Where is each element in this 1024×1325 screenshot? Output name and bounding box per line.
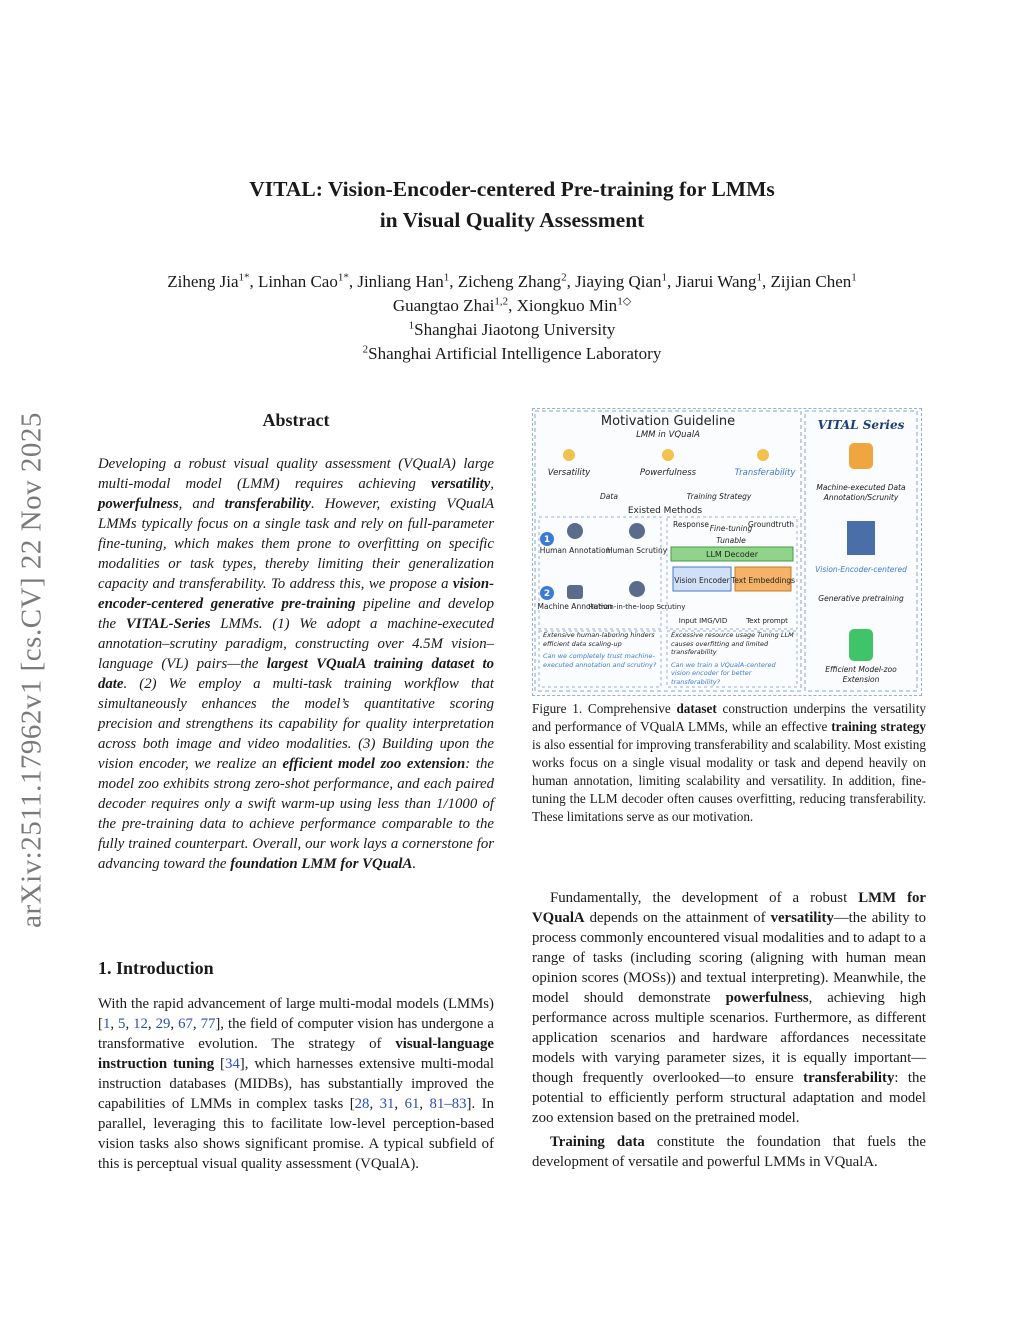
transferability-label: Transferability — [734, 468, 796, 478]
lmm-label: LMM in VQualA — [636, 430, 700, 440]
robot-icon — [567, 585, 583, 599]
right-column-text — [532, 888, 926, 1172]
existed-methods-label: Existed Methods — [627, 506, 703, 516]
groundtruth-label: Groundtruth — [747, 520, 795, 529]
paragraph-fundamentally: Fundamentally, the development of a robust LMM for VQualA depends on the attainment of versatility—the ability to process commonly encountered visual modalities and to adapt to a range of tasks (including scoring (aligning with human mean opinion scores (MOSs)) and textual interpreting). Meanwhile, the model should demonstrate powerfulness, achieving high performance across multiple scenarios. Furthermore, as different application scenarios and hardware affordances necessitate models with varying parameter sizes, it is equally important—though frequently overlooked—to ensure transferability: the potential to efficiently perform structural adaptation and model zoo extension based on the pretrained model. — [532, 890, 926, 1126]
person-icon — [629, 523, 645, 539]
training-strategy-label: Training Strategy — [686, 492, 752, 501]
generative-pretraining-label: Generative pretraining — [818, 594, 904, 603]
affiliation-2: $^2$Shanghai Artificial Intelligence Laboratory — [362, 343, 662, 363]
finetuning-label: Fine-tuning — [709, 524, 753, 533]
machine-executed-label: Machine-executed Data Annotation/Scrunity — [816, 483, 906, 502]
bulb-icon — [757, 449, 769, 461]
person-icon — [567, 523, 583, 539]
svg-text:1: 1 — [543, 535, 551, 545]
question-2: Can we train a VQualA-centered vision encoder for better transferability? — [671, 660, 776, 686]
abstract-heading: Abstract — [262, 410, 330, 430]
powerfulness-label: Powerfulness — [639, 468, 697, 478]
motivation-label: Motivation Guideline — [600, 414, 736, 429]
affiliation-1: $^1$Shanghai Jiaotong University — [408, 319, 616, 339]
author-block — [0, 270, 1024, 366]
tunable-label: Tunable — [716, 536, 746, 545]
authors-line2: Guangtao Zhai$^{1,2}$, Xiongkuo Min$^{1◇}$ — [392, 295, 632, 315]
vision-encoder-label: Vision Encoder — [674, 576, 730, 585]
paragraph-training-data: Training data constitute the foundation that fuels the development of versatile and powerful LMMs in VQualA. — [532, 1134, 926, 1170]
network-icon — [847, 521, 875, 555]
abstract-text: Developing a robust visual quality assessment (VQualA) large multi-modal model (LMM) requires achieving versatility, powerfulness, and transferability. However, existing VQualA LMMs typically focus on a single task and rely on full-parameter fine-tuning, which makes them prone to overfitting on specific modalities or task types, thereby limiting their generalization capacity and transferability. To address this, we propose a vision-encoder-centered generative pre-training pipeline and develop the VITAL-Series LMMs. (1) We adopt a machine-executed annotation–scrutiny paradigm, constructing over 4.5M vision–language (VL) pairs—the largest VQualA training dataset to date. (2) We employ a multi-task training workflow that simultaneously enhances the model’s quantitative scoring precision and strengthens its capability for quality interpretation across both image and video modalities. (3) Building upon the vision encoder, we realize an efficient model zoo extension: the model zoo exhibits strong zero-shot performance, and each paired decoder requires only a swift warm-up using less than 1/1000 of the pre-training data to achieve performance comparable to the fully trained counterpart. Overall, our work lays a cornerstone for advancing toward the foundation LMM for VQualA. — [98, 456, 495, 872]
text-prompt-label: Text prompt — [746, 617, 788, 625]
model-zoo-icon — [849, 629, 873, 661]
svg-text:2: 2 — [543, 589, 551, 599]
versatility-label: Versatility — [547, 468, 591, 478]
hitl-label: Human-in-the-loop Scrutiny — [588, 603, 686, 611]
robot-icon — [849, 443, 873, 469]
data-label: Data — [600, 492, 618, 501]
authors-line1: Ziheng Jia$^{1*}$, Linhan Cao$^{1*}$, Jinliang Han$^1$, Zicheng Zhang$^2$, Jiaying Qian$^1$, Jiarui Wang$^1$, Zijian Chen$^1$ — [167, 271, 857, 291]
question-1: Can we completely trust machine-executed annotation and scrutiny? — [543, 652, 657, 669]
intro-paragraph: With the rapid advancement of large multi-modal models (LMMs) [1, 5, 12, 29, 67, 77], the field of computer vision has undergone a transformative evolution. The strategy of visual-language instruction tuning [34], which harnesses extensive multi-modal instruction databases (MIDBs), has substantially improved the capabilities of LMMs in complex tasks [28, 31, 61, 81–83]. In parallel, leveraging this to facilitate low-level perception-based vision tasks also shows significant promise. A typical subfield of this is perceptual visual quality assessment (VQualA). — [98, 996, 494, 1172]
figure-1 — [532, 408, 922, 696]
section-heading-introduction: 1. Introduction — [98, 958, 214, 978]
model-zoo-label: Efficient Model-zoo Extension — [825, 665, 897, 684]
text-embeddings-label: Text Embeddings — [731, 576, 795, 585]
machine-annotation-label: Machine Annotation — [537, 602, 613, 611]
llm-decoder-label: LLM Decoder — [705, 550, 759, 559]
person-icon — [629, 581, 645, 597]
figure-diagram — [533, 409, 921, 695]
note-1: Extensive human-laboring hinders efficient data scaling-up — [543, 631, 655, 648]
input-label: Input IMG/VID — [678, 617, 728, 625]
paper-title: VITAL: Vision-Encoder-centered Pre-training for LMMs in Visual Quality Assessment — [249, 177, 775, 232]
human-annotation-label: Human Annotation — [539, 546, 611, 555]
note-2: Excessive resource usage Tuning LLM causes overfitting and limited transferability — [671, 631, 794, 656]
human-scrutiny-label: Human Scrutiny — [606, 546, 668, 555]
bulb-icon — [563, 449, 575, 461]
response-label: Response — [672, 520, 710, 529]
bulb-icon — [662, 449, 674, 461]
vital-series-label: VITAL Series — [817, 418, 905, 432]
figure-caption: Figure 1. Comprehensive dataset construction underpins the versatility and performance of VQualA LMMs, while an effective training strategy is also essential for improving transferability and scalability. Most existing works focus on a single visual modality or task and depend heavily on human annotation, limiting scalability and versatility. In addition, fine-tuning the LLM decoder often causes overfitting, reducing transferability. These limitations serve as our motivation. — [532, 701, 926, 824]
vec-label: Vision-Encoder-centered — [815, 565, 907, 574]
arxiv-side-label: arXiv:2511.17962v1 [cs.CV] 22 Nov 2025 — [15, 412, 48, 928]
